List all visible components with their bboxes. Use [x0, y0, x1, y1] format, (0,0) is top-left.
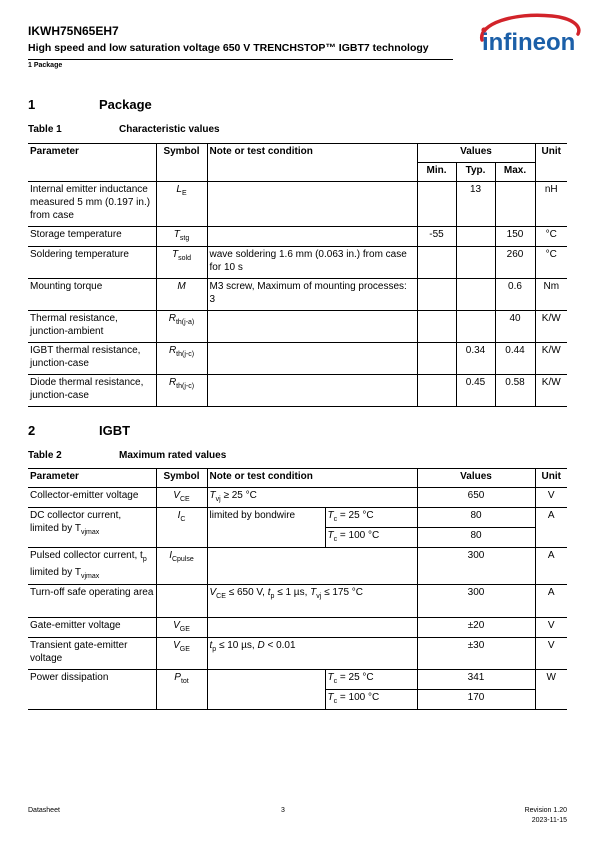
- table-1-title: Characteristic values: [119, 124, 220, 135]
- logo-wordmark: infineon: [482, 29, 576, 56]
- col-parameter: Parameter: [28, 469, 156, 488]
- footer-doc-type: Datasheet: [28, 807, 60, 814]
- typ-cell: [456, 247, 495, 279]
- value-cell: 300: [417, 548, 535, 585]
- col-symbol: Symbol: [156, 469, 207, 488]
- note-cell: [207, 182, 417, 227]
- param-cell: Diode thermal resistance, junction-case: [28, 375, 156, 407]
- table-characteristic-values: [28, 143, 567, 407]
- symbol-cell: [156, 585, 207, 618]
- typ-cell: 13: [456, 182, 495, 227]
- typ-cell: [456, 311, 495, 343]
- table-row: [28, 375, 567, 407]
- param-cell: Internal emitter inductance measured 5 mm (0.197 in.) from case: [28, 182, 156, 227]
- typ-cell: 0.45: [456, 375, 495, 407]
- section-1-title: Package: [99, 97, 152, 112]
- table-row: [28, 548, 567, 585]
- section-2-title: IGBT: [99, 423, 131, 438]
- unit-cell: V: [535, 618, 567, 638]
- typ-cell: 0.34: [456, 343, 495, 375]
- max-cell: 0.58: [495, 375, 535, 407]
- col-symbol: Symbol: [156, 144, 207, 182]
- symbol-cell: M: [156, 279, 207, 311]
- col-unit: Unit: [535, 144, 567, 182]
- value-cell: 300: [417, 585, 535, 618]
- footer-page-number: 3: [281, 807, 285, 814]
- unit-cell: A: [535, 585, 567, 618]
- symbol-cell: $T_{sold}$: [156, 247, 207, 279]
- max-cell: 0.44: [495, 343, 535, 375]
- symbol-cell: $I_{Cpulse}$: [156, 548, 207, 585]
- param-cell: Power dissipation: [28, 670, 156, 710]
- col-values: Values: [417, 144, 535, 163]
- symbol-cell: $V_{GE}$: [156, 618, 207, 638]
- note-cell: [207, 548, 417, 585]
- typ-cell: [456, 227, 495, 247]
- table-row: [28, 618, 567, 638]
- header-divider: [28, 59, 453, 60]
- min-cell: [417, 311, 456, 343]
- min-cell: [417, 375, 456, 407]
- col-unit: Unit: [535, 469, 567, 488]
- part-number: IKWH75N65EH7: [28, 24, 119, 38]
- value-cell: ±20: [417, 618, 535, 638]
- value-cell: 80: [417, 508, 535, 528]
- table-2-title: Maximum rated values: [119, 450, 227, 461]
- note-cell: $t_p \le 10$ µs, D < 0.01: [207, 638, 417, 670]
- unit-cell: A: [535, 508, 567, 548]
- min-cell: [417, 279, 456, 311]
- unit-cell: V: [535, 488, 567, 508]
- param-cell: Gate-emitter voltage: [28, 618, 156, 638]
- value-cell: 341: [417, 670, 535, 690]
- table-row: [28, 585, 567, 618]
- param-cell: Transient gate-emitter voltage: [28, 638, 156, 670]
- footer-revision: Revision 1.20: [524, 807, 567, 814]
- param-cell: Turn-off safe operating area: [28, 585, 156, 618]
- section-1-number: 1: [28, 97, 36, 112]
- param-cell: IGBT thermal resistance, junction-case: [28, 343, 156, 375]
- symbol-cell: $R_{th(j-c)}$: [156, 343, 207, 375]
- value-cell: ±30: [417, 638, 535, 670]
- section-2-number: 2: [28, 423, 36, 438]
- note-cell: $T_{vj} \ge 25$ °C: [207, 488, 417, 508]
- param-cell: Collector-emitter voltage: [28, 488, 156, 508]
- value-cell: 80: [417, 528, 535, 548]
- unit-cell: K/W: [535, 375, 567, 407]
- typ-cell: [456, 279, 495, 311]
- table-row: [28, 638, 567, 670]
- note-cell: [207, 375, 417, 407]
- table-row: [28, 488, 567, 508]
- table-1-label: Table 1: [28, 124, 62, 135]
- col-note: Note or test condition: [207, 469, 417, 488]
- note-cell: [207, 618, 417, 638]
- param-cell: Mounting torque: [28, 279, 156, 311]
- table-2-label: Table 2: [28, 450, 62, 461]
- symbol-cell: $V_{CE}$: [156, 488, 207, 508]
- table-2-caption: [28, 450, 226, 461]
- unit-cell: °C: [535, 227, 567, 247]
- value-cell: 170: [417, 690, 535, 710]
- symbol-cell: $R_{th(j-a)}$: [156, 311, 207, 343]
- footer-date: 2023-11-15: [531, 817, 567, 824]
- min-cell: [417, 182, 456, 227]
- value-cell: 650: [417, 488, 535, 508]
- table-row: [28, 670, 567, 690]
- unit-cell: K/W: [535, 343, 567, 375]
- min-cell: [417, 247, 456, 279]
- symbol-cell: $I_C$: [156, 508, 207, 548]
- symbol-cell: $P_{tot}$: [156, 670, 207, 710]
- unit-cell: K/W: [535, 311, 567, 343]
- max-cell: 0.6: [495, 279, 535, 311]
- param-cell: DC collector current, limited by $T_{vjmax}$: [28, 508, 156, 548]
- section-1-heading: [28, 97, 152, 112]
- note-cell: [207, 227, 417, 247]
- table-row: [28, 343, 567, 375]
- col-min: Min.: [417, 163, 456, 182]
- note-cell: $V_{CE} \le 650$ V, $t_p \le 1$ µs, $T_{vj} \le 175$ °C: [207, 585, 417, 618]
- infineon-logo: [474, 10, 586, 58]
- table-1-caption: [28, 124, 220, 135]
- note-cell: limited by bondwire: [207, 508, 325, 548]
- condition-cell: $T_c = 25$ °C: [325, 508, 417, 528]
- note-cell: [207, 343, 417, 375]
- col-max: Max.: [495, 163, 535, 182]
- unit-cell: V: [535, 638, 567, 670]
- symbol-cell: $L_E$: [156, 182, 207, 227]
- min-cell: [417, 343, 456, 375]
- symbol-cell: $R_{th(j-c)}$: [156, 375, 207, 407]
- table-row: [28, 227, 567, 247]
- col-parameter: Parameter: [28, 144, 156, 182]
- note-cell: [207, 311, 417, 343]
- condition-cell: $T_c = 100$ °C: [325, 690, 417, 710]
- unit-cell: W: [535, 670, 567, 710]
- symbol-cell: $V_{GE}$: [156, 638, 207, 670]
- param-cell: Soldering temperature: [28, 247, 156, 279]
- unit-cell: °C: [535, 247, 567, 279]
- unit-cell: nH: [535, 182, 567, 227]
- col-values: Values: [417, 469, 535, 488]
- table-row: [28, 247, 567, 279]
- max-cell: 40: [495, 311, 535, 343]
- note-cell: wave soldering 1.6 mm (0.063 in.) from case for 10 s: [207, 247, 417, 279]
- table-maximum-rated-values: [28, 468, 567, 710]
- param-cell: Thermal resistance, junction-ambient: [28, 311, 156, 343]
- table-row: [28, 279, 567, 311]
- unit-cell: Nm: [535, 279, 567, 311]
- running-section: 1 Package: [28, 62, 63, 69]
- condition-cell: $T_c = 25$ °C: [325, 670, 417, 690]
- table-row: [28, 182, 567, 227]
- col-note: Note or test condition: [207, 144, 417, 182]
- max-cell: 150: [495, 227, 535, 247]
- param-cell: Pulsed collector current, $t_p$ limited by $T_{vjmax}$: [28, 548, 156, 585]
- note-cell: M3 screw, Maximum of mounting processes: 3: [207, 279, 417, 311]
- max-cell: [495, 182, 535, 227]
- param-cell: Storage temperature: [28, 227, 156, 247]
- section-2-heading: [28, 423, 130, 438]
- col-typ: Typ.: [456, 163, 495, 182]
- symbol-cell: $T_{stg}$: [156, 227, 207, 247]
- table-row: [28, 508, 567, 528]
- min-cell: -55: [417, 227, 456, 247]
- note-cell: [207, 670, 325, 710]
- document-subtitle: High speed and low saturation voltage 650 V TRENCHSTOP™ IGBT7 technology: [28, 42, 429, 54]
- max-cell: 260: [495, 247, 535, 279]
- condition-cell: $T_c = 100$ °C: [325, 528, 417, 548]
- unit-cell: A: [535, 548, 567, 585]
- table-row: [28, 311, 567, 343]
